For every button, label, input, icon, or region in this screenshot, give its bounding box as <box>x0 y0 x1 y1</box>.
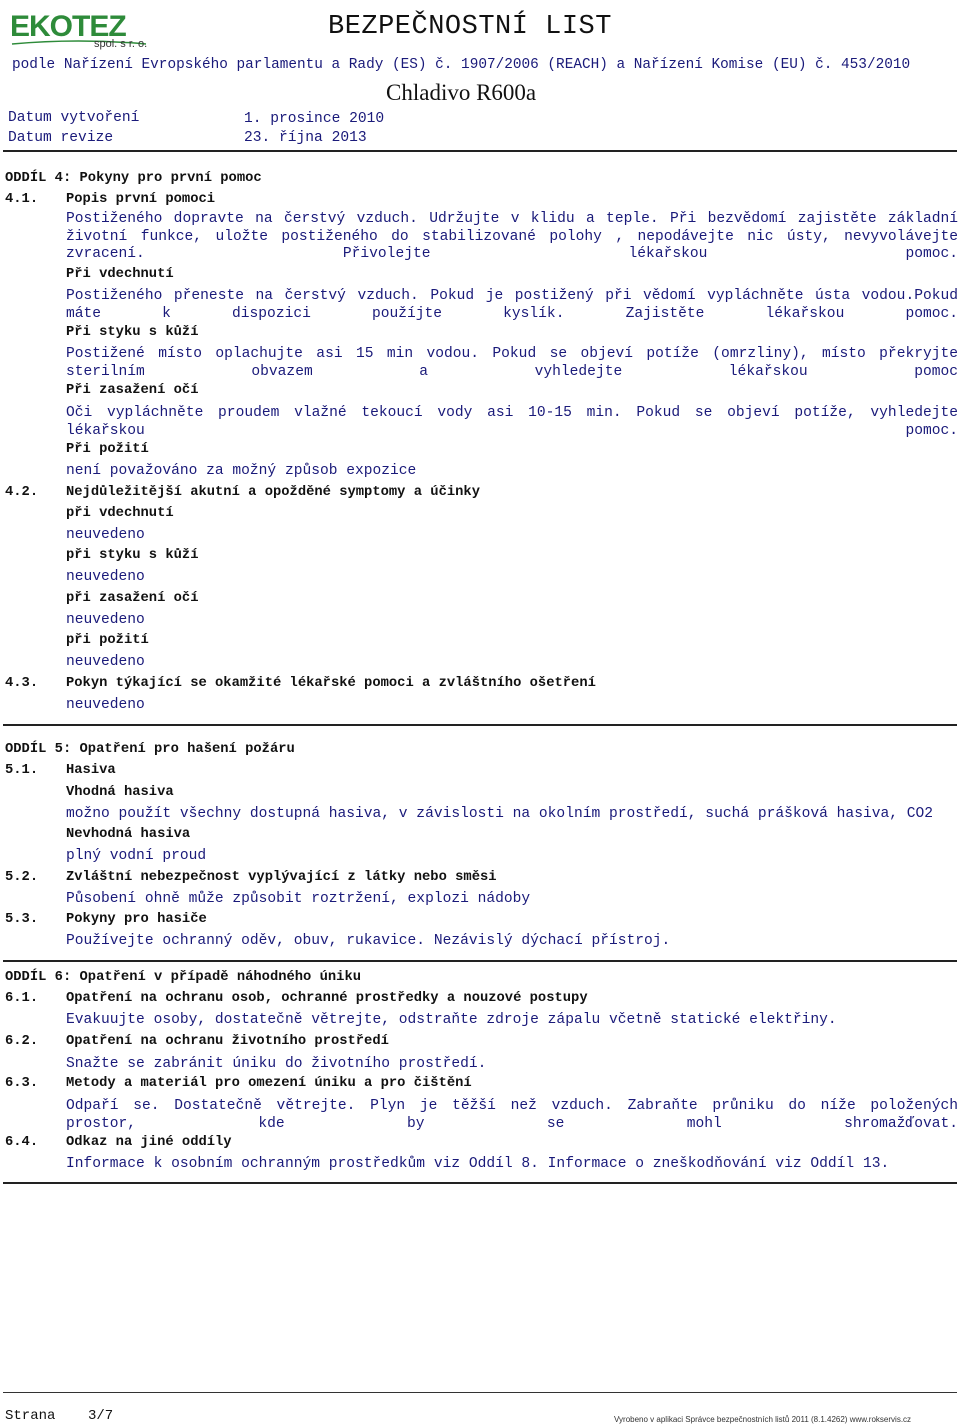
revised-value: 23. října 2013 <box>244 130 367 146</box>
s51-suitable-label: Vhodná hasiva <box>66 785 174 800</box>
s62-number: 6.2. <box>5 1034 39 1049</box>
section-6-divider <box>3 1182 957 1184</box>
s41-skin-text: Postižené místo oplachujte asi 15 min vodou. Pokud se objeví potíže (omrzliny), místo překryjte sterilním obvazem a vyhledejte lékařskou pomoc <box>66 346 958 380</box>
s41-inhalation-label: Při vdechnutí <box>66 267 174 282</box>
s42-inhalation-text: neuvedeno <box>66 527 145 543</box>
s42-inhalation-label: při vdechnutí <box>66 506 174 521</box>
footer-divider <box>3 1392 957 1393</box>
s64-title: Odkaz na jiné oddíly <box>66 1135 232 1150</box>
s52-text: Působení ohně může způsobit roztržení, explozi nádoby <box>66 891 531 907</box>
section-5-divider <box>3 960 957 962</box>
s43-title: Pokyn týkající se okamžité lékařské pomoci a zvláštního ošetření <box>66 676 596 691</box>
s42-eye-label: při zasažení očí <box>66 591 199 606</box>
s42-number: 4.2. <box>5 485 39 500</box>
s42-title: Nejdůležitější akutní a opožděné symptomy a účinky <box>66 485 480 500</box>
s61-number: 6.1. <box>5 991 39 1006</box>
s62-title: Opatření na ochranu životního prostředí <box>66 1034 389 1049</box>
s53-number: 5.3. <box>5 912 39 927</box>
s41-number: 4.1. <box>5 192 39 207</box>
s63-number: 6.3. <box>5 1076 39 1091</box>
s51-unsuitable-label: Nevhodná hasiva <box>66 827 191 842</box>
s61-title: Opatření na ochranu osob, ochranné prostředky a nouzové postupy <box>66 991 588 1006</box>
s52-number: 5.2. <box>5 870 39 885</box>
s51-title: Hasiva <box>66 763 116 778</box>
s42-eye-text: neuvedeno <box>66 612 145 628</box>
s41-title: Popis první pomoci <box>66 192 216 207</box>
s42-ingestion-text: neuvedeno <box>66 654 145 670</box>
section-4-title: ODDÍL 4: Pokyny pro první pomoc <box>5 171 262 186</box>
s51-number: 5.1. <box>5 763 39 778</box>
s41-eye-text: Oči vypláchněte proudem vlažné tekoucí vody asi 10-15 min. Pokud se objeví potíže, vyhledejte lékařskou pomoc. <box>66 405 958 439</box>
producer-credit: Vyrobeno v aplikaci Správce bezpečnostních listů 2011 (8.1.4262) www.rokservis.cz <box>614 1415 912 1424</box>
s41-eye-label: Při zasažení očí <box>66 383 199 398</box>
created-value: 1. prosince 2010 <box>244 111 385 127</box>
company-logo <box>8 8 158 52</box>
s51-unsuitable-text: plný vodní proud <box>66 848 207 864</box>
section-5-title: ODDÍL 5: Opatření pro hašení požáru <box>5 742 295 757</box>
s42-skin-label: při styku s kůží <box>66 548 199 563</box>
page-label: Strana <box>5 1408 56 1424</box>
s64-text: Informace k osobním ochranným prostředkům viz Oddíl 8. Informace o zneškodňování viz Oddíl 13. <box>66 1156 890 1172</box>
revised-label: Datum revize <box>8 130 114 146</box>
regulation-line: podle Nařízení Evropského parlamentu a Rady (ES) č. 1907/2006 (REACH) a Nařízení Komise (EU) č. 453/2010 <box>12 57 911 73</box>
s42-ingestion-label: při požití <box>66 633 149 648</box>
s41-inhalation-text: Postiženého přeneste na čerstvý vzduch. Pokud je postižený při vědomí vypláchněte ústa vodou.Pokud máte k dispozici použíjte kyslík. Zajistěte lékařskou pomoc. <box>66 288 958 322</box>
s43-text: neuvedeno <box>66 697 145 713</box>
s53-title: Pokyny pro hasiče <box>66 912 207 927</box>
s41-skin-label: Při styku s kůží <box>66 325 199 340</box>
page-number: 3/7 <box>88 1408 114 1424</box>
s61-text: Evakuujte osoby, dostatečně větrejte, odstraňte zdroje zápalu včetně statické elektřiny. <box>66 1012 837 1028</box>
s51-suitable-text: možno použít všechny dostupná hasiva, v závislosti na okolním prostředí, suchá prášková hasiva, CO2 <box>66 806 934 822</box>
s64-number: 6.4. <box>5 1135 39 1150</box>
document-title: BEZPEČNOSTNÍ LIST <box>328 12 612 42</box>
svg-text:EKOTEZ: EKOTEZ <box>10 10 126 43</box>
s53-text: Používejte ochranný oděv, obuv, rukavice. Nezávislý dýchací přístroj. <box>66 933 671 949</box>
section-6-title: ODDÍL 6: Opatření v případě náhodného úniku <box>5 970 362 985</box>
s63-title: Metody a materiál pro omezení úniku a pro čištění <box>66 1076 472 1091</box>
product-name: Chladivo R600a <box>386 80 537 105</box>
header-divider <box>3 150 957 152</box>
s43-number: 4.3. <box>5 676 39 691</box>
s62-text: Snažte se zabránit úniku do životního prostředí. <box>66 1056 487 1072</box>
s63-text: Odpaří se. Dostatečně větrejte. Plyn je těžší než vzduch. Zabraňte průniku do níže položených prostor, kde by se mohl shromažďovat. <box>66 1098 958 1132</box>
logo-subtitle: spol. s r. o. <box>94 38 148 50</box>
s52-title: Zvláštní nebezpečnost vyplývající z látky nebo směsi <box>66 870 497 885</box>
s41-ingestion-label: Při požití <box>66 442 149 457</box>
s42-skin-text: neuvedeno <box>66 569 145 585</box>
created-label: Datum vytvoření <box>8 110 140 126</box>
s41-general-text: Postiženého dopravte na čerstvý vzduch. Udržujte v klidu a teple. Při bezvědomí zajistěte základní životní funkce, uložte postiženého do stabilizované polohy , nepodávejte nic ústy, nevyvolávejte zvracení. Přivolejte lékařskou pomoc. <box>66 211 958 262</box>
s41-ingestion-text: není považováno za možný způsob expozice <box>66 463 417 479</box>
section-4-divider <box>3 724 957 726</box>
